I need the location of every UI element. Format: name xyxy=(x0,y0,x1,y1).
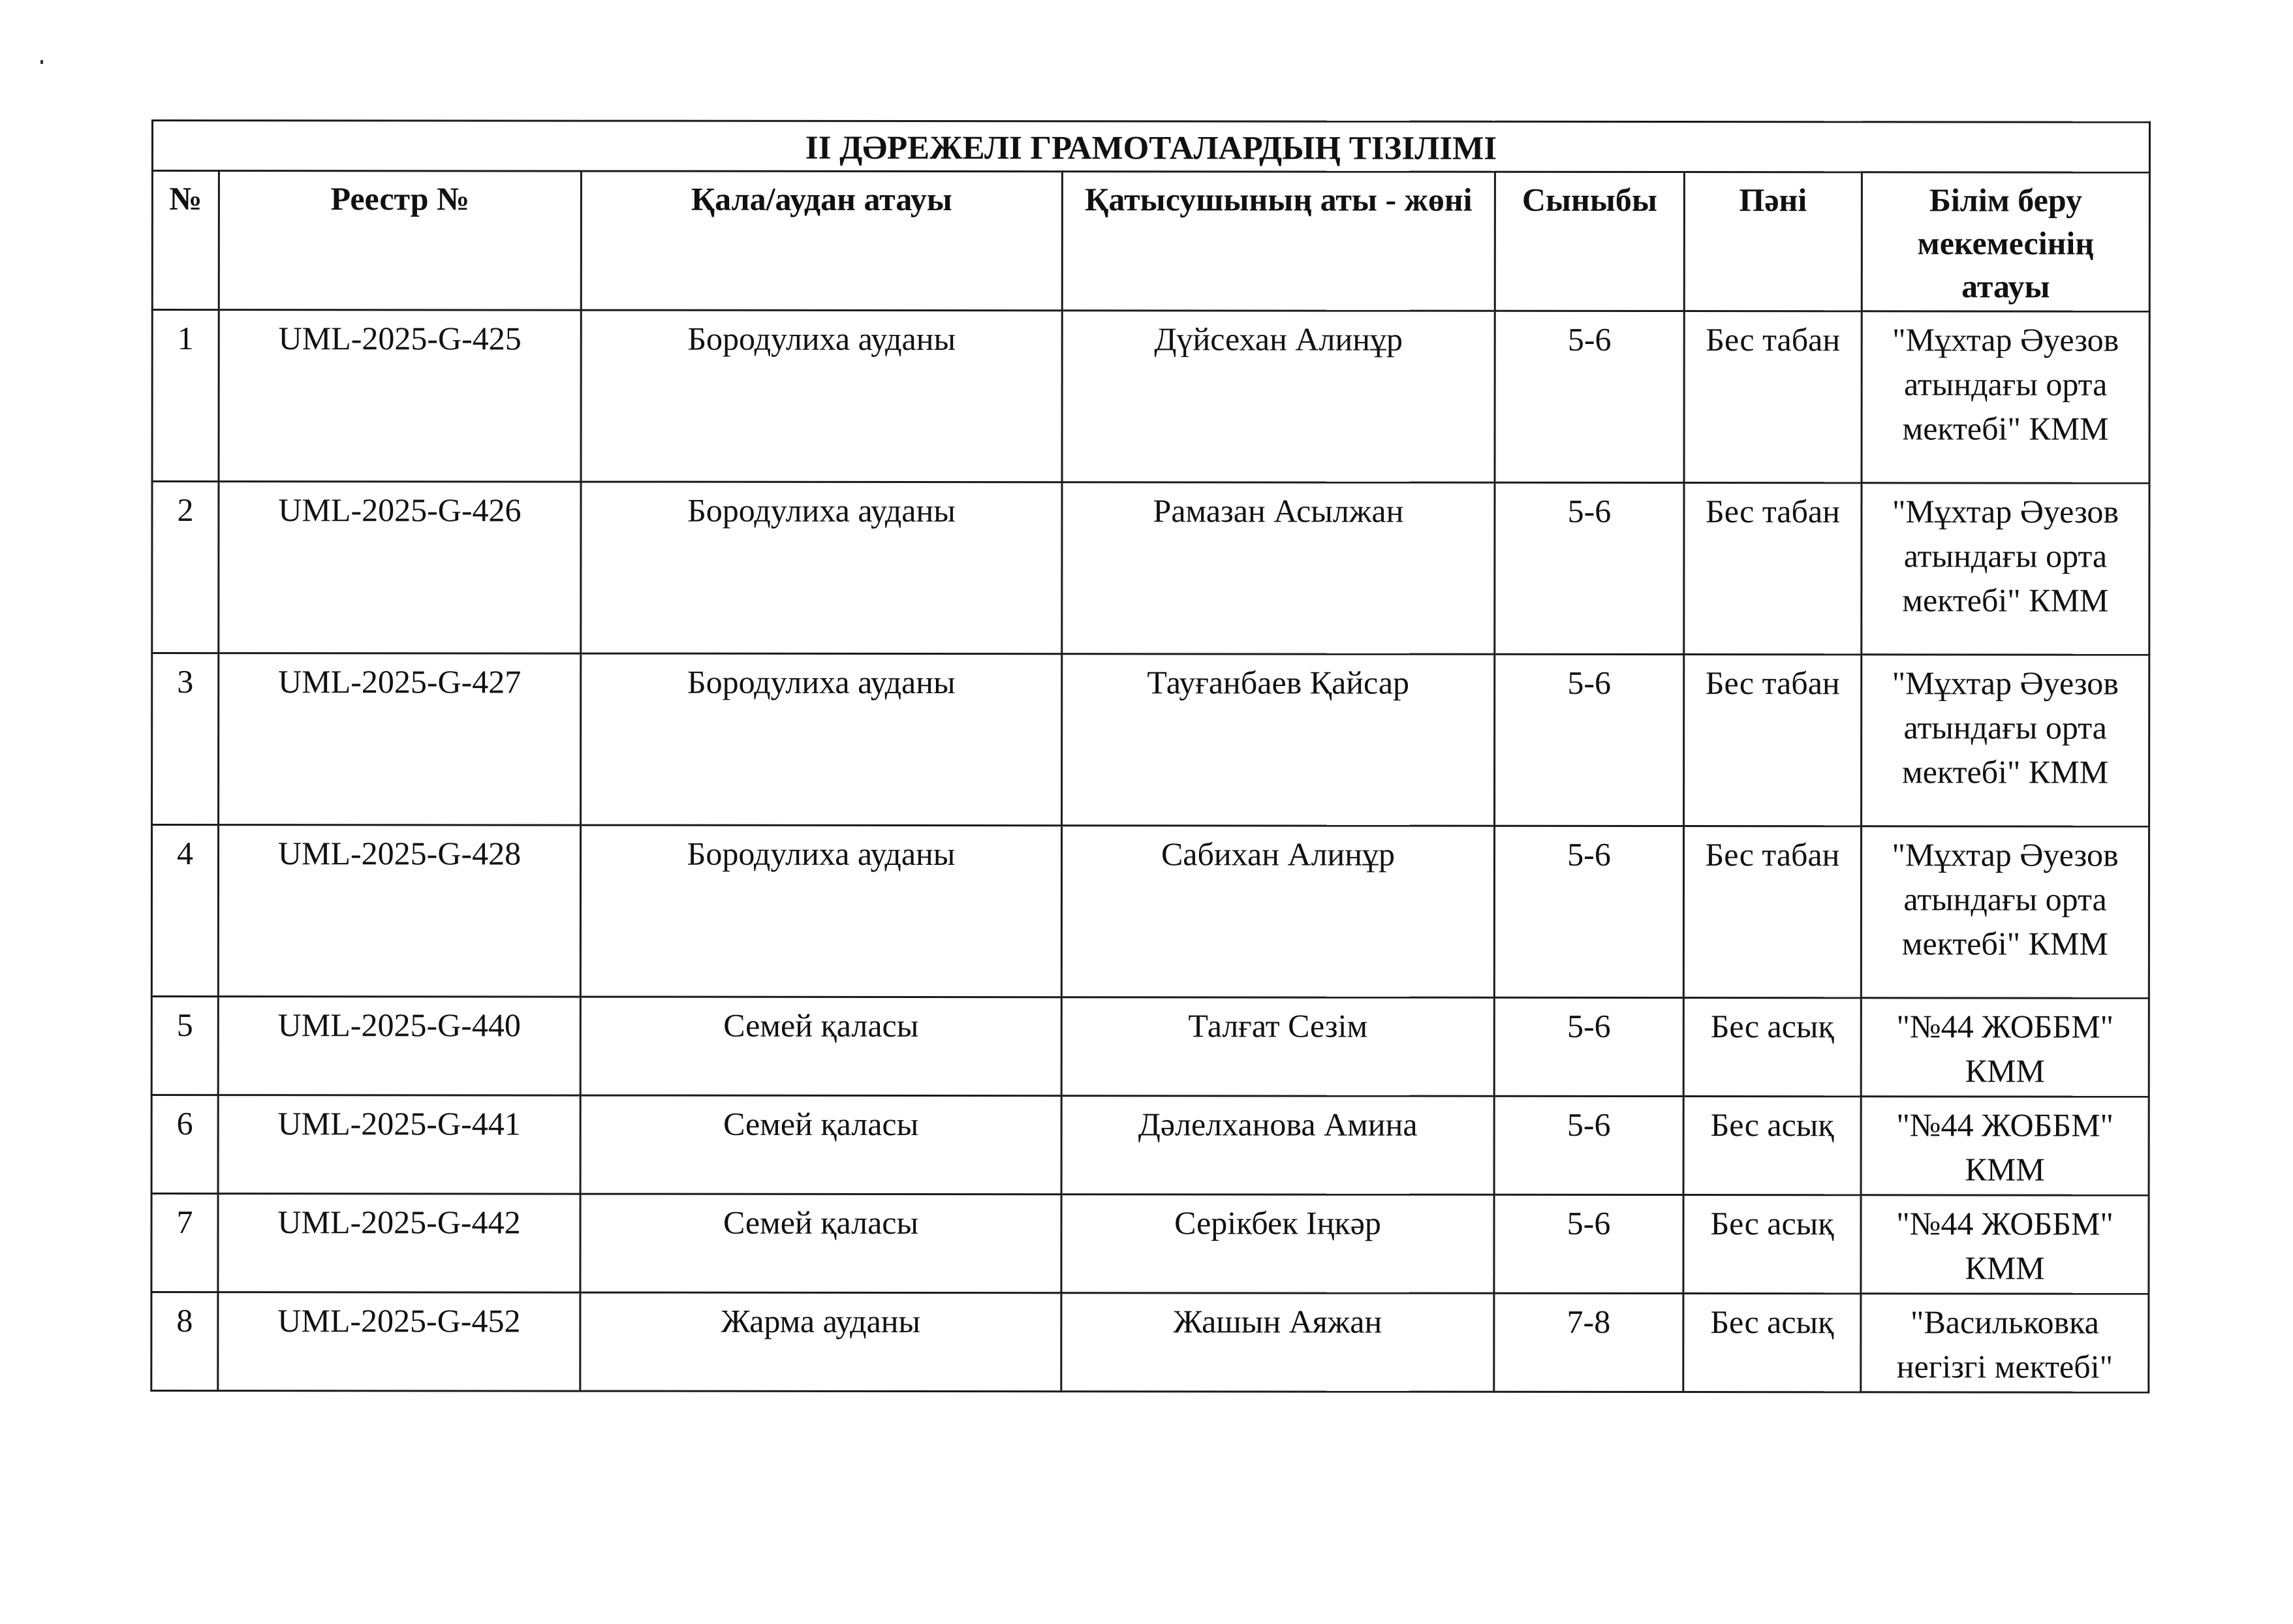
cell-registry: UML-2025-G-440 xyxy=(218,997,580,1095)
cell-num: 7 xyxy=(151,1194,218,1292)
table-row xyxy=(151,997,2149,1097)
cell-num: 1 xyxy=(152,310,219,482)
table-row xyxy=(151,1095,2149,1196)
registry-table xyxy=(150,119,2151,1394)
cell-registry: UML-2025-G-442 xyxy=(218,1194,580,1292)
cell-registry: UML-2025-G-428 xyxy=(218,825,580,997)
cell-registry: UML-2025-G-425 xyxy=(219,310,581,482)
table-row xyxy=(151,825,2149,999)
header-num: № xyxy=(152,171,219,310)
cell-grade: 5-6 xyxy=(1494,826,1683,997)
cell-city: Бородулиха ауданы xyxy=(581,482,1062,654)
cell-num: 2 xyxy=(152,482,219,653)
table-row xyxy=(152,482,2149,655)
cell-registry: UML-2025-G-441 xyxy=(218,1095,580,1194)
table-title-row xyxy=(152,121,2149,173)
table-title: II ДӘРЕЖЕЛІ ГРАМОТАЛАРДЫҢ ТІЗІЛІМІ xyxy=(152,121,2149,173)
cell-subject: Бес табан xyxy=(1684,655,1862,826)
cell-subject: Бес асық xyxy=(1683,1195,1861,1294)
cell-school: "№44 ЖОББМ" КММ xyxy=(1861,1097,2149,1195)
cell-grade: 5-6 xyxy=(1495,482,1684,654)
cell-school: "Мұхтар Әуезов атындағы орта мектебі" КММ xyxy=(1862,311,2149,483)
cell-registry: UML-2025-G-427 xyxy=(219,653,581,825)
table-row xyxy=(152,653,2149,827)
cell-registry: UML-2025-G-426 xyxy=(219,482,581,653)
header-participant: Қатысушының аты - жөні xyxy=(1062,172,1495,311)
scan-speck xyxy=(40,60,43,64)
cell-city: Жарма ауданы xyxy=(580,1292,1061,1392)
cell-city: Семей қаласы xyxy=(580,1095,1061,1195)
cell-num: 5 xyxy=(151,997,218,1095)
cell-participant: Тауғанбаев Қайсар xyxy=(1062,654,1495,826)
cell-registry: UML-2025-G-452 xyxy=(218,1292,580,1391)
cell-grade: 5-6 xyxy=(1494,1195,1683,1293)
cell-school: "№44 ЖОББМ" КММ xyxy=(1861,1195,2149,1294)
cell-grade: 5-6 xyxy=(1494,997,1683,1096)
cell-subject: Бес табан xyxy=(1683,826,1861,998)
cell-participant: Талғат Сезім xyxy=(1061,997,1494,1097)
cell-school: "Васильковка негізгі мектебі" xyxy=(1861,1294,2149,1392)
cell-subject: Бес асық xyxy=(1683,998,1861,1097)
cell-num: 3 xyxy=(152,653,219,825)
cell-num: 4 xyxy=(151,825,218,997)
cell-subject: Бес асық xyxy=(1683,1294,1861,1392)
cell-grade: 5-6 xyxy=(1495,311,1684,482)
cell-school: "Мұхтар Әуезов атындағы орта мектебі" КММ xyxy=(1862,655,2149,826)
cell-subject: Бес табан xyxy=(1684,311,1862,483)
cell-grade: 5-6 xyxy=(1495,654,1684,826)
table-row xyxy=(152,310,2149,484)
cell-school: "Мұхтар Әуезов атындағы орта мектебі" КММ xyxy=(1861,826,2149,998)
table-row xyxy=(151,1292,2149,1393)
cell-participant: Сабихан Алинұр xyxy=(1061,826,1494,998)
cell-num: 6 xyxy=(151,1095,218,1194)
cell-city: Семей қаласы xyxy=(580,997,1061,1096)
header-school: Білім беру мекемесінің атауы xyxy=(1862,172,2149,311)
cell-participant: Дүйсехан Алинұр xyxy=(1062,311,1495,483)
cell-participant: Дәлелханова Амина xyxy=(1061,1096,1494,1195)
cell-participant: Жашын Аяжан xyxy=(1061,1293,1494,1392)
cell-num: 8 xyxy=(151,1292,218,1391)
header-subject: Пәні xyxy=(1684,172,1862,311)
header-grade: Сыныбы xyxy=(1495,172,1684,311)
cell-city: Бородулиха ауданы xyxy=(580,825,1061,997)
cell-participant: Рамазан Асылжан xyxy=(1062,482,1495,655)
cell-city: Бородулиха ауданы xyxy=(581,310,1062,482)
cell-participant: Серікбек Іңкәр xyxy=(1061,1195,1494,1294)
cell-grade: 7-8 xyxy=(1494,1293,1683,1392)
header-city: Қала/аудан атауы xyxy=(581,171,1062,311)
cell-grade: 5-6 xyxy=(1494,1096,1683,1195)
header-registry: Реестр № xyxy=(219,171,581,310)
cell-city: Бородулиха ауданы xyxy=(581,653,1062,826)
table-row xyxy=(151,1194,2149,1294)
cell-school: "№44 ЖОББМ" КММ xyxy=(1861,998,2149,1097)
table-header-row xyxy=(152,171,2149,312)
cell-city: Семей қаласы xyxy=(580,1194,1061,1293)
cell-school: "Мұхтар Әуезов атындағы орта мектебі" КММ xyxy=(1862,483,2149,655)
cell-subject: Бес асық xyxy=(1683,1097,1861,1195)
cell-subject: Бес табан xyxy=(1684,483,1862,655)
